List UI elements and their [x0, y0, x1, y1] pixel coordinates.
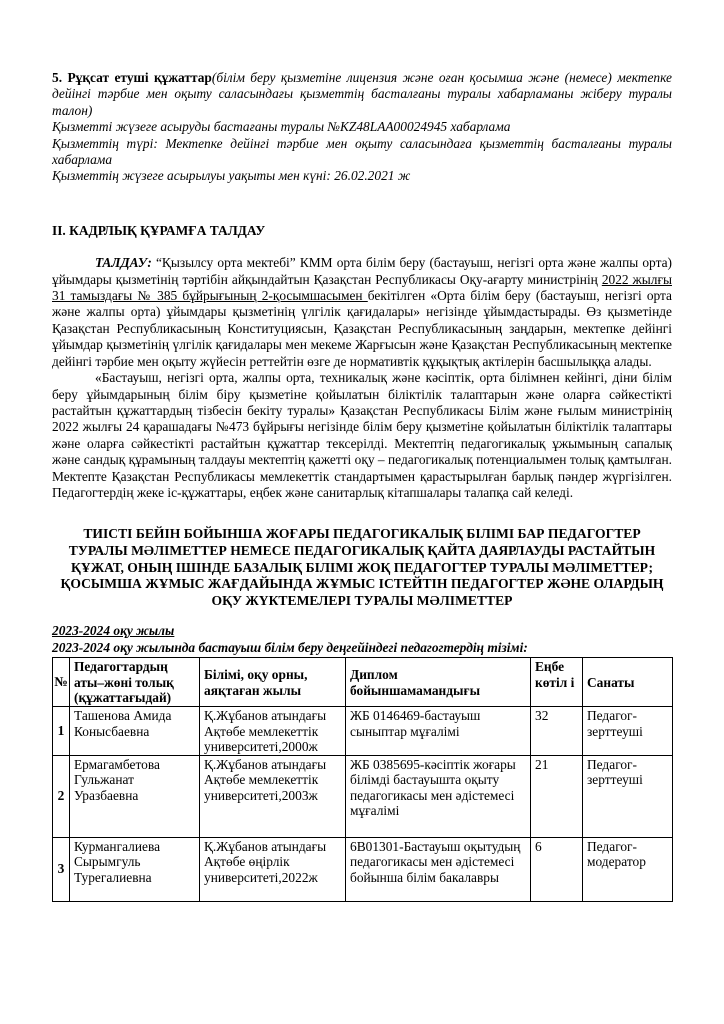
table-row — [53, 706, 673, 755]
row-number: 3 — [53, 837, 70, 901]
analysis-paragraph-1 — [52, 255, 672, 370]
row-number: 2 — [53, 755, 70, 837]
teachers-table — [52, 657, 673, 902]
teacher-name: Ташенова Амида Конысбаевна — [70, 706, 200, 755]
teacher-experience: 21 — [531, 755, 583, 837]
teacher-list-title: 2023-2024 оқу жылында бастауыш білім беру деңгейіндегі педагогтердің тізімі: — [52, 639, 528, 655]
analysis-text-b: бекітілген «Орта білім беру (бастауыш, негізгі орта және жалпы орта) ұйымдары қызметінің үлгілік қағидалары» негізінде ұйымдастырады. Өз қызметінде Қазақстан Республикасының Конституциясын, Қазақстан Республикасының заңдарын, мектепке дейінгі ұйымдар қызметінің үлгілік қағидалары мен мекеме Жарғысын және Қазақстан Республикасының мектепке дейінгі тәрбие мен оқыту жүйесін реттейтін өзге де нормативтік құқықтық актілерін басшылыққа алады. — [52, 288, 672, 369]
teacher-category: Педагог-зерттеуші — [583, 755, 673, 837]
header-diploma: Диплом бойыншамамандығы — [346, 658, 531, 707]
analysis-text-a: “Қызылсу орта мектебі” КММ орта білім беру (бастауыш, негізгі орта және жалпы орта) ұйымдары қызметінің тәртібін айқындайтын Қазақстан Республикасы Оқу-ағарту министрінің — [52, 255, 672, 287]
row-number: 1 — [53, 706, 70, 755]
table-header-row — [53, 658, 673, 707]
teacher-name: Курмангалиева Сырымгуль Турегалиевна — [70, 837, 200, 901]
header-education: Білімі, оқу орны, аяқтаған жылы — [200, 658, 346, 707]
teacher-education: Қ.Жұбанов атындағы Ақтөбе мемлекеттік университеті,2000ж — [200, 706, 346, 755]
header-full-name: Педагогтардың аты–жөні толық (құжаттағыдай) — [70, 658, 200, 707]
table-row — [53, 837, 673, 901]
analysis-order-ref: 2022 жылғы 31 тамыздағы № 385 бұйрығының 2-қосымшасымен — [52, 271, 672, 304]
teacher-education: Қ.Жұбанов атындағы Ақтөбе мемлекеттік университеті,2003ж — [200, 755, 346, 837]
analysis-paragraph-2: «Бастауыш, негізгі орта, жалпы орта, техникалық және кәсіптік, орта білімнен кейінгі, діни білім беру ұйымдарының білім біру қызметіне қойылатын біліктілік талаптарын және оларға сәйкестікті растайтын құжаттардың тізбесін бекіту туралы» Қазақстан Республикасы Білім және ғылым министрінің 2022 жылғы 24 қарашадағы №473 бұйрығы негізінде білім беру қызметіне қойылатын біліктілік талаптары және оларға сәйкестікті растайтын құжаттар тексерілді. Мектептің педагогикалық ұжымының сапалық және сандық құрамының талдауы мектептің қажетті оқу – педагогикалық потенциалымен толық қамтылған. Мектепте Қазақстан Республикасы мемлекеттік стандартымен қарастырылған барлық пәндер жүргізілген. Педагогтердің жеке іс-құжаттары, еңбек және санитарлық кітапшалары талапқа сай келеді. — [52, 370, 672, 500]
permit-docs-label: 5. Рұқсат етуші құжаттар — [52, 70, 212, 85]
header-number: № — [53, 658, 70, 707]
section-title: ІІ. КАДРЛЫҚ ҚҰРАМҒА ТАЛДАУ — [52, 222, 266, 238]
teacher-category: Педагог-зерттеуші — [583, 706, 673, 755]
header-experience: Еңбе көтіл і — [531, 658, 583, 707]
activity-date: Қызметтің жүзеге асырылуы уақыты мен күні: 26.02.2021 ж — [52, 168, 411, 184]
teacher-category: Педагог-модератор — [583, 837, 673, 901]
academic-year-title: 2023-2024 оқу жылы — [52, 623, 175, 639]
teacher-experience: 6 — [531, 837, 583, 901]
staff-info-heading: ТИІСТІ БЕЙІН БОЙЫНША ЖОҒАРЫ ПЕДАГОГИКАЛЫҚ БІЛІМІ БАР ПЕДАГОГТЕР ТУРАЛЫ МӘЛІМЕТТЕР НЕМЕСЕ ПЕДАГОГИКАЛЫҚ ҚАЙТА ДАЯРЛАУДЫ РАСТАЙТЫН ҚҰЖАТ, ОНЫҢ ІШІНДЕ БАЗАЛЫҚ БІЛІМІ ЖОҚ ПЕДАГОГТЕР ТУРАЛЫ МӘЛІМЕТТЕР; ҚОСЫМША ЖҰМЫС ЖАҒДАЙЫНДА ЖҰМЫС ІСТЕЙТІН ПЕДАГОГТЕР ЖӘНЕ ОЛАРДЫҢ ОҚУ ЖҮКТЕМЕЛЕРІ ТУРАЛЫ МӘЛІМЕТТЕР — [60, 526, 664, 608]
permit-docs-note: (білім беру қызметіне лицензия және оған қосымша және (немесе) мектепке дейінгі тәрбие мен оқыту саласындағы қызметтің басталғаны туралы хабарламаны жіберу туралы талон) — [52, 70, 672, 118]
teacher-diploma: 6В01301-Бастауыш оқытудың педагогикасы мен әдістемесі бойынша білім бакалавры — [346, 837, 531, 901]
permit-docs-paragraph — [52, 70, 672, 119]
activity-type: Қызметтің түрі: Мектепке дейінгі тәрбие мен оқыту саласындаға қызметтің басталғаны туралы хабарлама — [52, 135, 672, 168]
header-category: Санаты — [583, 658, 673, 707]
table-row — [53, 755, 673, 837]
teacher-diploma: ЖБ 0146469-бастауыш сыныптар мұғалімі — [346, 706, 531, 755]
analysis-label: ТАЛДАУ: — [95, 255, 152, 271]
notification-number: Қызметті жүзеге асыруды бастағаны туралы №KZ48LAA00024945 хабарлама — [52, 119, 511, 135]
teacher-name: Ермагамбетова Гульжанат Уразбаевна — [70, 755, 200, 837]
teacher-diploma: ЖБ 0385695-кәсіптік жоғары білімді бастауышта оқыту педагогикасы мен әдістемесі мұғалімі — [346, 755, 531, 837]
document-page — [52, 70, 672, 902]
teacher-experience: 32 — [531, 706, 583, 755]
teacher-education: Қ.Жұбанов атындағы Ақтөбе өңірлік университеті,2022ж — [200, 837, 346, 901]
